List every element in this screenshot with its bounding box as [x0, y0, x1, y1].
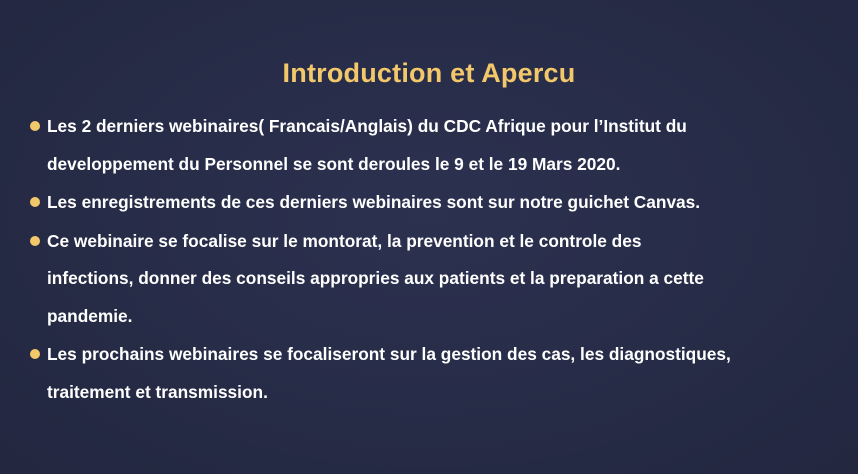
bullet-item — [28, 223, 843, 336]
bullet-list — [28, 108, 843, 411]
bullet-dot-icon — [30, 349, 40, 359]
bullet-dot-icon — [30, 236, 40, 246]
bullet-item — [28, 336, 843, 411]
bullet-text-line: Les enregistrements de ces derniers webinaires sont sur notre guichet Canvas. — [47, 192, 701, 212]
bullet-text-line: traitement et transmission. — [47, 381, 268, 402]
bullet-dot-icon — [30, 121, 40, 131]
bullet-text-line: Ce webinaire se focalise sur le montorat, la prevention et le controle des — [47, 230, 642, 251]
bullet-text-line: infections, donner des conseils appropries aux patients et la preparation a cette — [47, 268, 704, 288]
bullet-item — [28, 184, 843, 222]
bullet-text-line: Les 2 derniers webinaires( Francais/Anglais) du CDC Afrique pour l’Institut du — [47, 116, 687, 136]
bullet-dot-icon — [30, 197, 40, 207]
bullet-item — [28, 108, 843, 183]
bullet-text-line: Les prochains webinaires se focaliseront sur la gestion des cas, les diagnostiques, — [47, 344, 731, 364]
slide-title: Introduction et Apercu — [282, 58, 576, 88]
bullet-text-line: pandemie. — [47, 305, 133, 326]
bullet-text-line: developpement du Personnel se sont deroules le 9 et le 19 Mars 2020. — [47, 153, 621, 174]
